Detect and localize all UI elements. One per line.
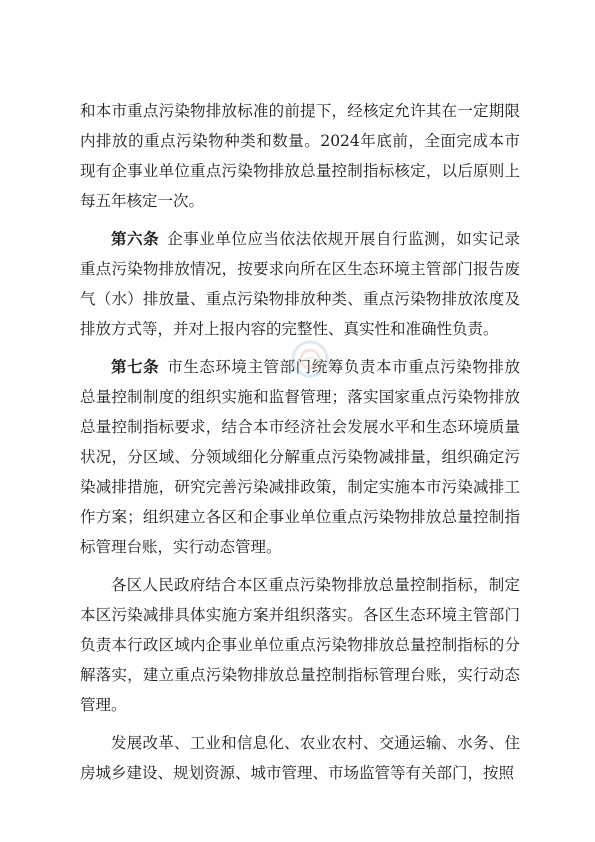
article-6 <box>80 224 520 344</box>
document-page <box>80 96 520 788</box>
district-paragraph: 各区人民政府结合本区重点污染物排放总量控制指标，制定本区污染减排具体实施方案并组织落实。各区生态环境主管部门负责本行政区域内企事业单位重点污染物排放总量控制指标的分解落实，建立重点污染物排放总量控制指标管理台账，实行动态管理。 <box>80 576 520 714</box>
paragraph-continuation: 和本市重点污染物排放标准的前提下，经核定允许其在一定期限内排放的重点污染物种类和数量。2024年底前，全面完成本市现有企事业单位重点污染物排放总量控制指标核定，以后原则上每五年核定一次。 <box>80 102 520 210</box>
article-6-text: 企事业单位应当依法依规开展自行监测，如实记录重点污染物排放情况，按要求向所在区生态环境主管部门报告废气（水）排放量、重点污染物排放种类、重点污染物排放浓度及排放方式等，并对上报内容的完整性、真实性和准确性负责。 <box>80 230 520 338</box>
departments-paragraph: 发展改革、工业和信息化、农业农村、交通运输、水务、住房城乡建设、规划资源、城市管理、市场监管等有关部门，按照 <box>80 734 520 782</box>
article-7-text: 市生态环境主管部门统筹负责本市重点污染物排放总量控制制度的组织实施和监督管理；落实国家重点污染物排放总量控制指标要求，结合本市经济社会发展水平和生态环境质量状况，分区域、分领域细化分解重点污染物减排量，组织确定污染减排措施，研究完善污染减排政策，制定实施本市污染减排工作方案；组织建立各区和企事业单位重点污染物排放总量控制指标管理台账，实行动态管理。 <box>80 358 520 556</box>
article-7 <box>80 352 520 562</box>
article-7-heading: 第七条 <box>111 357 160 376</box>
article-6-heading: 第六条 <box>111 229 160 248</box>
